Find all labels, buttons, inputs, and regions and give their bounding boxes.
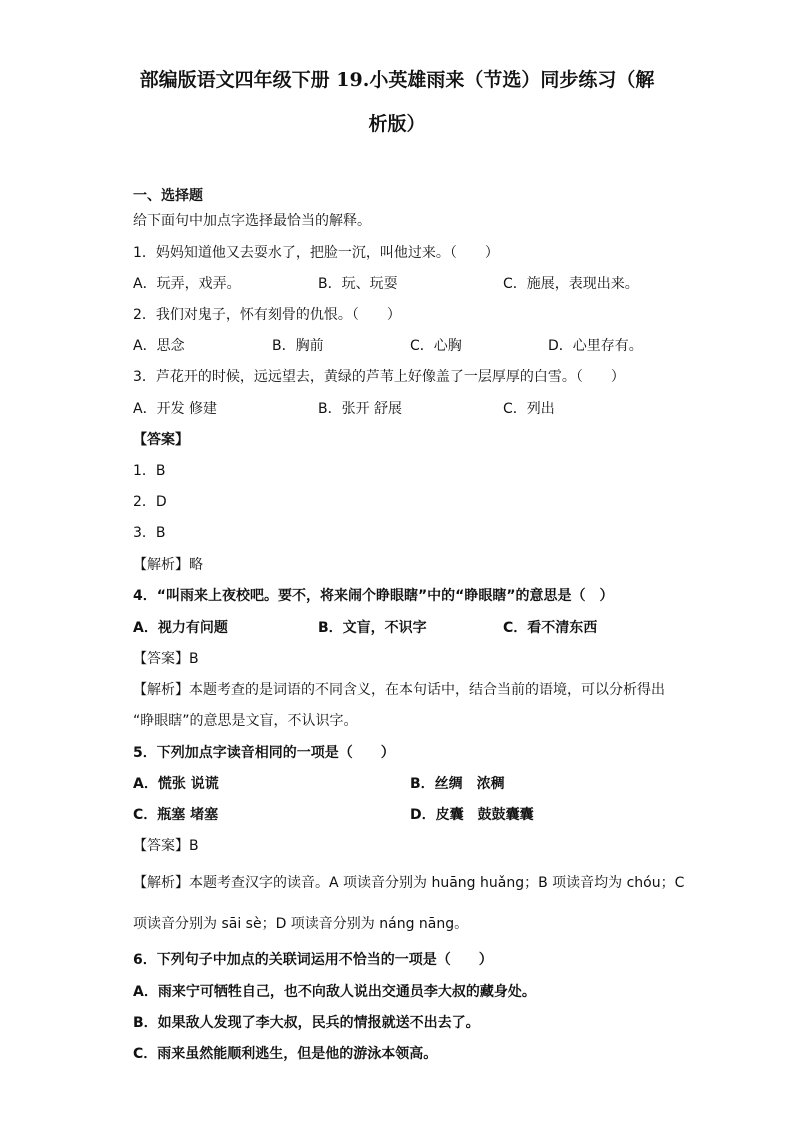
q6-option-c: C．雨来虽然能顺利逃生，但是他的游泳本领高。: [133, 1046, 438, 1062]
q2-option-b: B．胸前: [272, 338, 324, 354]
question-6: 6．下列句子中加点的关联词运用不恰当的一项是（ ）: [133, 952, 493, 968]
q5-answer: 【答案】B: [133, 838, 199, 854]
q1-option-b: B．玩、玩耍: [318, 276, 398, 292]
analysis-1: 【解析】略: [133, 557, 203, 573]
q4-answer: 【答案】B: [133, 651, 199, 667]
q6-option-b: B．如果敌人发现了李大叔，民兵的情报就送不出去了。: [133, 1015, 480, 1031]
q5-analysis-line-2: 项读音分别为 sāi sè；D 项读音分别为 náng nāng。: [133, 916, 469, 932]
section-heading: 一、选择题: [133, 188, 203, 204]
page-title-continued: 析版）: [368, 113, 426, 135]
q4-option-c: C．看不清东西: [503, 620, 598, 636]
q1-option-a: A．玩弄，戏弄。: [133, 276, 241, 292]
q4-analysis-line-1: 【解析】本题考查的是词语的不同含义，在本句话中，结合当前的语境，可以分析得出: [133, 682, 665, 698]
answer-2: 2．D: [133, 494, 167, 510]
q5-option-b: B．丝绸 浓稠: [410, 776, 505, 792]
q6-option-a: A．雨来宁可牺牲自己，也不向敌人说出交通员李大叔的藏身处。: [133, 984, 536, 1000]
q1-option-c: C．施展，表现出来。: [503, 276, 639, 292]
q4-analysis-line-2: “睁眼瞎”的意思是文盲，不认识字。: [133, 713, 358, 729]
question-2: 2．我们对鬼子，怀有刻骨的仇恨。（ ）: [133, 307, 401, 323]
q3-option-b: B．张开 舒展: [318, 401, 403, 417]
q4-option-b: B．文盲，不识字: [318, 620, 427, 636]
question-3: 3．芦花开的时候，远远望去，黄绿的芦苇上好像盖了一层厚厚的白雪。（ ）: [133, 369, 625, 385]
q3-option-a: A．开发 修建: [133, 401, 218, 417]
q2-option-c: C．心胸: [410, 338, 462, 354]
answer-3: 3．B: [133, 525, 166, 541]
q5-option-c: C．瓶塞 堵塞: [133, 807, 219, 823]
q2-option-a: A．思念: [133, 338, 185, 354]
q4-option-a: A．视力有问题: [133, 620, 228, 636]
answer-1: 1．B: [133, 463, 166, 479]
q5-option-d: D．皮囊 鼓鼓囊囊: [410, 807, 534, 823]
answer-label: 【答案】: [133, 432, 189, 448]
q3-option-c: C．列出: [503, 401, 555, 417]
question-5: 5．下列加点字读音相同的一项是（ ）: [133, 745, 395, 761]
q5-analysis-line-1: 【解析】本题考查汉字的读音。A 项读音分别为 huāng huǎng；B 项读音均为 chóu；C: [133, 875, 685, 891]
q2-option-d: D．心里存有。: [548, 338, 643, 354]
question-1: 1．妈妈知道他又去耍水了，把脸一沉，叫他过来。（ ）: [133, 245, 499, 261]
page-title: 部编版语文四年级下册 19.小英雄雨来（节选）同步练习（解: [139, 69, 655, 91]
q5-option-a: A．慌张 说谎: [133, 776, 219, 792]
instruction: 给下面句中加点字选择最恰当的解释。: [133, 213, 371, 229]
question-4: 4．“叫雨来上夜校吧。要不，将来闹个睁眼瞎”中的“睁眼瞎”的意思是（ ）: [133, 588, 614, 604]
